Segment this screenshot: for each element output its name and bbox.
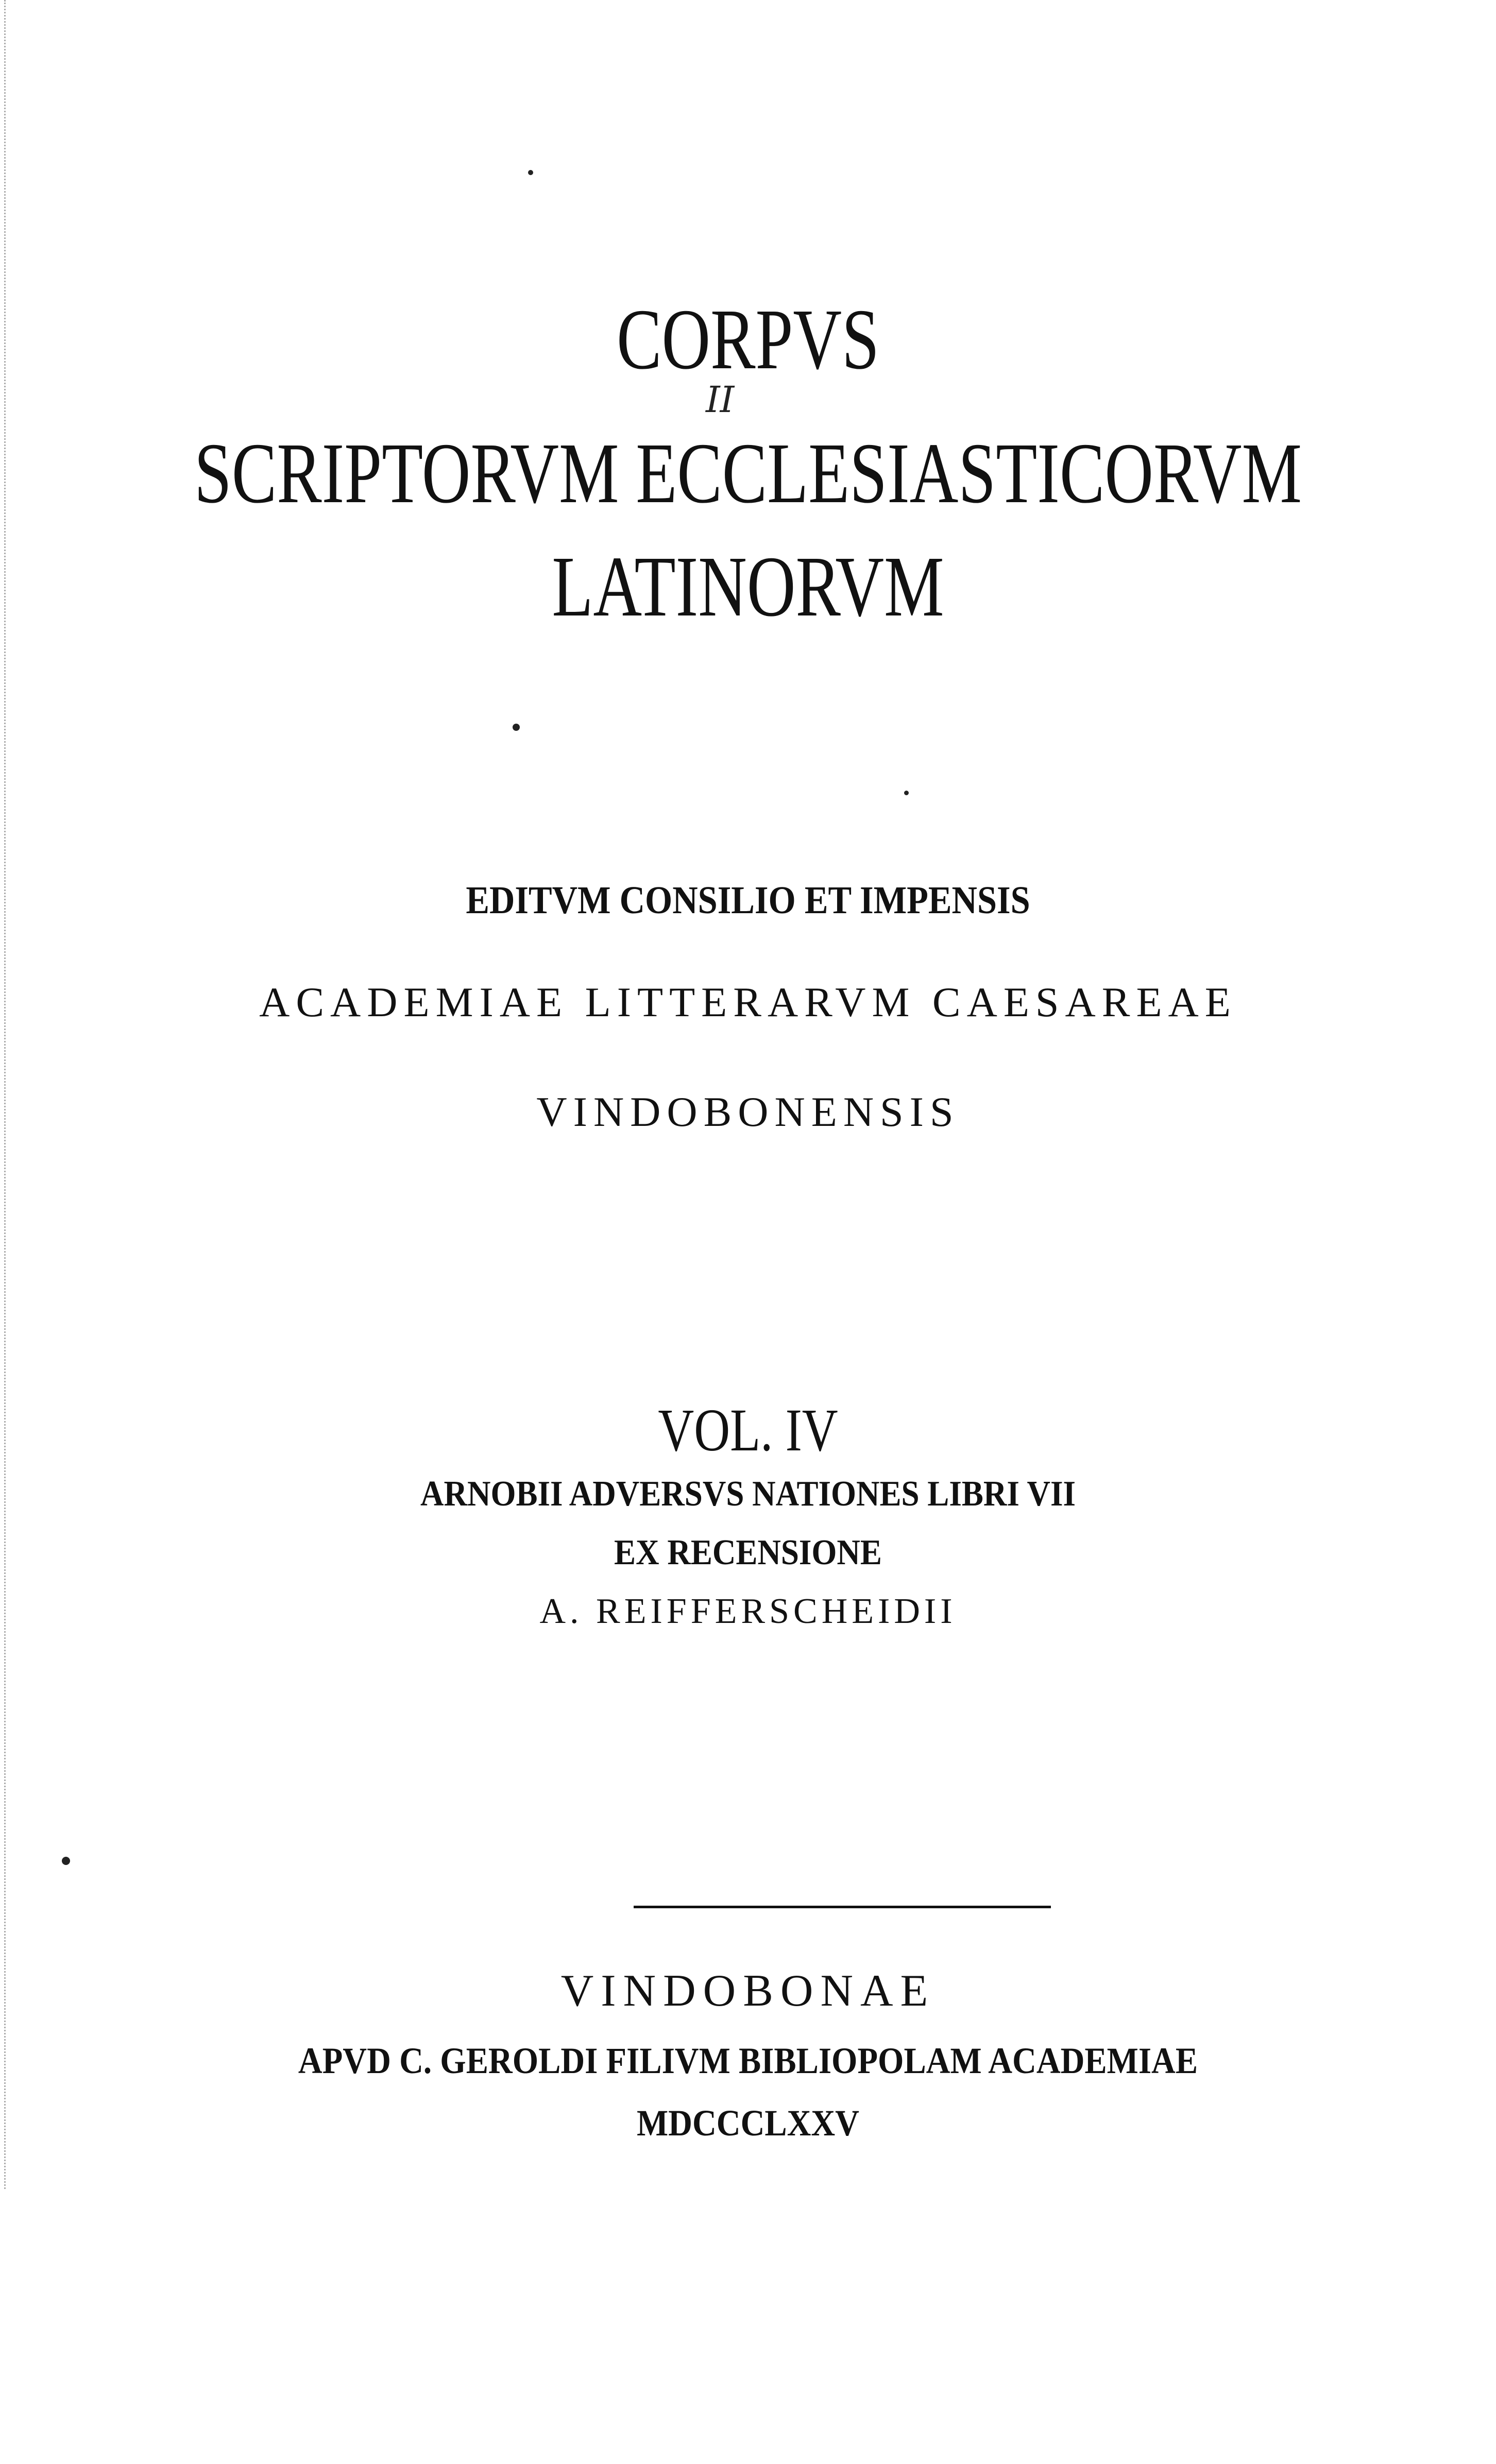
editum-line: EDITVM CONSILIO ET IMPENSIS	[466, 879, 1030, 922]
editor-name: A. REIFFERSCHEIDII	[539, 1592, 957, 1631]
divider-rule	[634, 1906, 1051, 1908]
publication-year: MDCCCLXXV	[637, 2102, 859, 2144]
ex-recensione: EX RECENSIONE	[614, 1533, 882, 1572]
speck	[904, 791, 909, 795]
volume-number: VOL. IV	[658, 1396, 838, 1464]
series-title-line-1: CORPVS	[617, 292, 879, 387]
series-title-line-3: LATINORVM	[552, 539, 944, 635]
academy-line: ACADEMIAE LITTERARVM CAESAREAE	[259, 979, 1237, 1025]
publisher-line: APVD C. GEROLDI FILIVM BIBLIOPOLAM ACADEMIAE	[298, 2040, 1198, 2081]
speck	[513, 724, 520, 731]
series-title-line-2: SCRIPTORVM ECCLESIASTICORVM	[194, 425, 1302, 521]
speck	[528, 170, 533, 175]
speck	[62, 1857, 70, 1865]
work-title: ARNOBII ADVERSVS NATIONES LIBRI VII	[420, 1474, 1076, 1514]
handwritten-mark: II	[706, 379, 735, 421]
imprint-city: VINDOBONAE	[560, 1966, 936, 2016]
academy-city-line: VINDOBONENSIS	[536, 1088, 960, 1135]
